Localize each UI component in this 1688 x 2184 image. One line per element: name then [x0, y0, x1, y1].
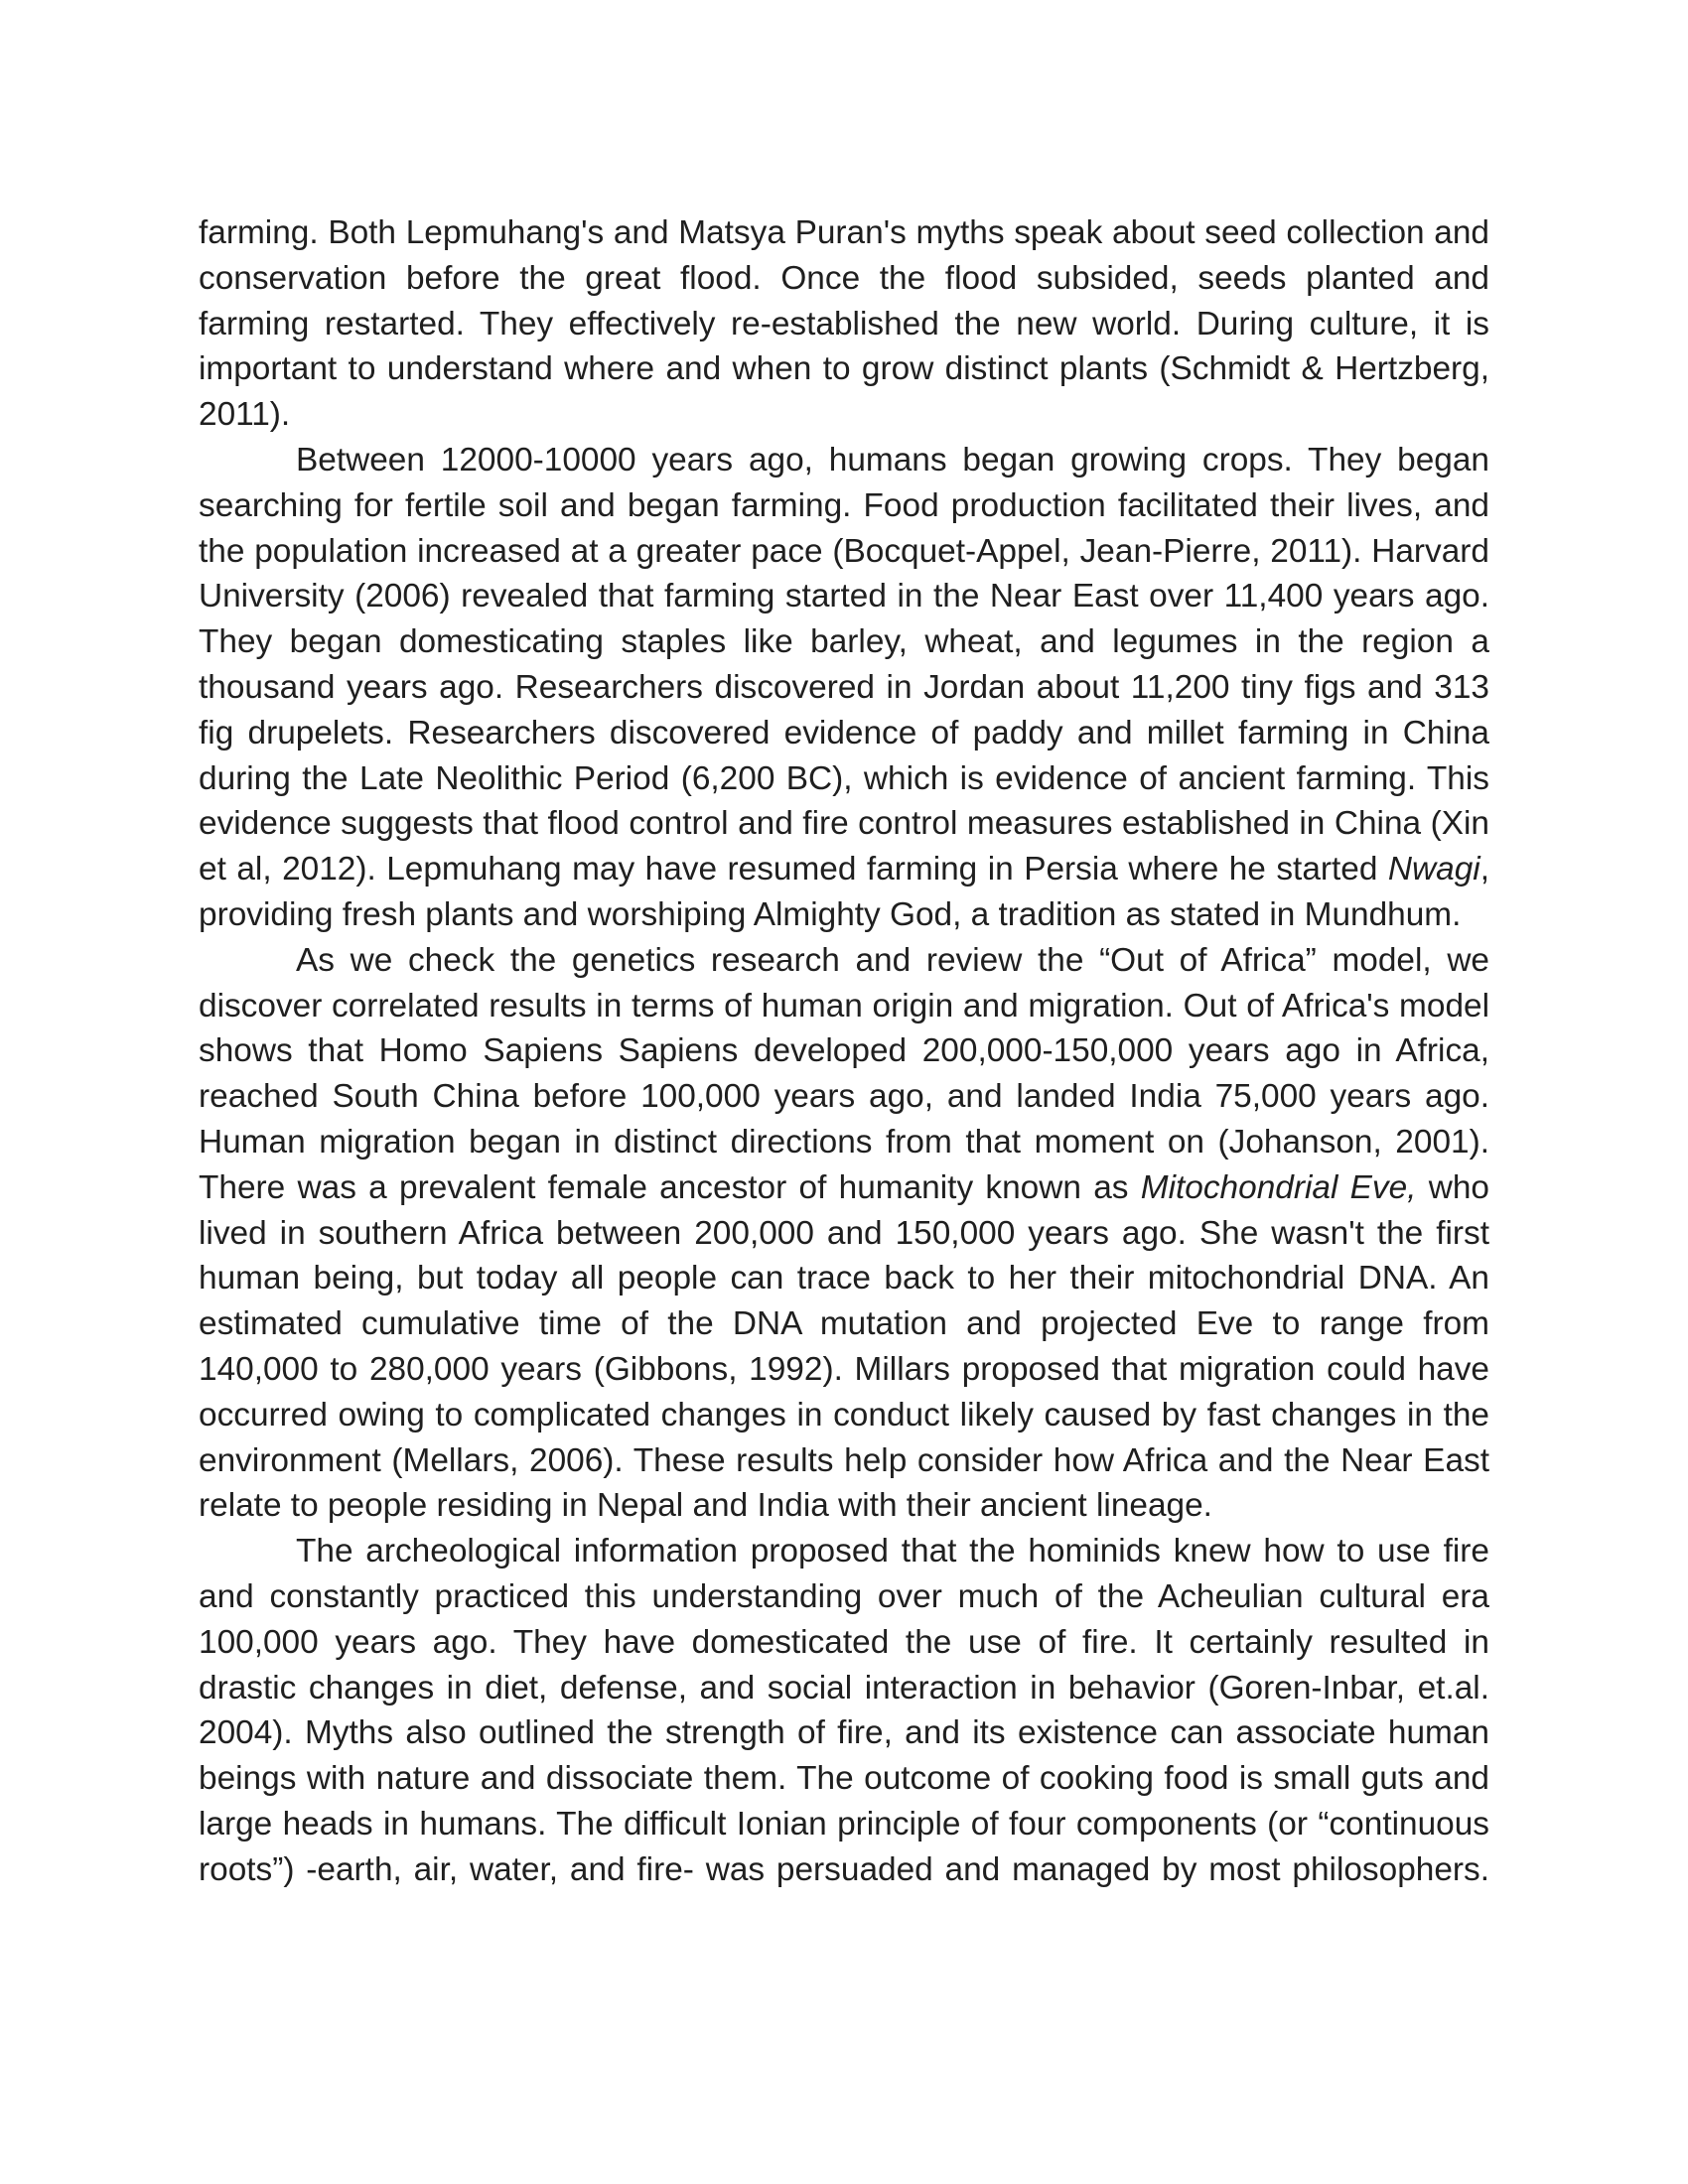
paragraph-text: who lived in southern Africa between 200,000 and 150,000 years ago. She wasn't the first human being, but today all people can trace back to her their mitochondrial DNA. An estimated cumulative time of the DNA mutation and projected Eve to range from 140,000 to 280,000 years (Gibbons, 1992). Millars proposed that migration could have occurred owing to complicated changes in conduct likely caused by fast changes in the environment (Mellars, 2006). These results help consider how Africa and the Near East relate to people residing in Nepal and India with their ancient lineage.: [199, 1168, 1490, 1525]
paragraph-text: farming. Both Lepmuhang's and Matsya Puran's myths speak about seed collection and conservation before the great flood. Once the flood subsided, seeds planted and farming restarted. They effectively re-established the new world. During culture, it is important to understand where and when to grow distinct plants (Schmidt & Hertzberg, 2011).: [199, 214, 1489, 434]
paragraph-seed-conservation: [199, 210, 1489, 438]
paragraph-text: , providing fresh plants and worshiping Almighty God, a tradition as stated in Mundhum.: [199, 851, 1489, 933]
italic-term-mitochondrial-eve: Mitochondrial Eve,: [1140, 1168, 1417, 1206]
paragraph-use-of-fire: [199, 1529, 1489, 1892]
paragraph-text: Between 12000-10000 years ago, humans began growing crops. They began searching for fertile soil and began farming. Food production facilitated their lives, and the population increased at a greater pace (Bocquet-Appel, Jean-Pierre, 2011). Harvard University (2006) revealed that farming started in the Near East over 11,400 years ago. They began domesticating staples like barley, wheat, and legumes in the region a thousand years ago. Researchers discovered in Jordan about 11,200 tiny figs and 313 fig drupelets. Researchers discovered evidence of paddy and millet farming in China during the Late Neolithic Period (6,200 BC), which is evidence of ancient farming. This evidence suggests that flood control and fire control measures established in China (Xin et al, 2012). Lepmuhang may have resumed farming in Persia where he started: [199, 441, 1489, 888]
document-page: [199, 210, 1489, 1892]
paragraph-origin-of-farming: [199, 438, 1489, 938]
paragraph-text: As we check the genetics research and review the “Out of Africa” model, we discover correlated results in terms of human origin and migration. Out of Africa's model shows that Homo Sapiens Sapiens developed 200,000-150,000 years ago in Africa, reached South China before 100,000 years ago, and landed India 75,000 years ago. Human migration began in distinct directions from that moment on (Johanson, 2001). There was a prevalent female ancestor of humanity known as: [199, 941, 1489, 1206]
italic-term-nwagi: Nwagi: [1387, 851, 1480, 888]
paragraph-text: The archeological information proposed that the hominids knew how to use fire and constantly practiced this understanding over much of the Acheulian cultural era 100,000 years ago. They have domesticated the use of fire. It certainly resulted in drastic changes in diet, defense, and social interaction in behavior (Goren-Inbar, et.al. 2004). Myths also outlined the strength of fire, and its existence can associate human beings with nature and dissociate them. The outcome of cooking food is small guts and large heads in humans. The difficult Ionian principle of four components (or “continuous roots”) -earth, air, water, and fire- was persuaded and managed by most philosophers.: [199, 1533, 1489, 1888]
paragraph-out-of-africa: [199, 938, 1489, 1529]
